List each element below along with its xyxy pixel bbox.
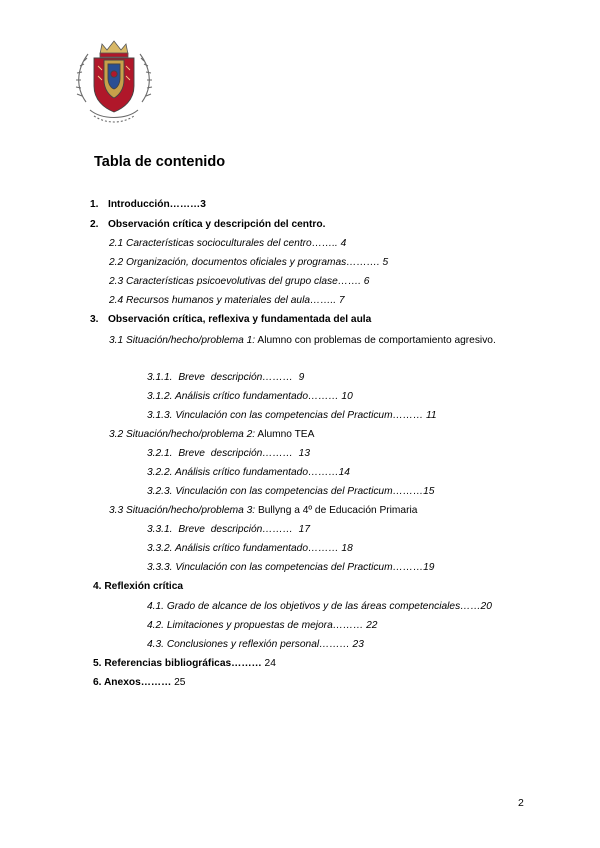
- toc-entry-3-1[interactable]: [109, 332, 525, 350]
- toc-label: 3.1 Situación/hecho/problema 1:: [109, 335, 256, 346]
- toc-number: 3.: [90, 314, 99, 325]
- toc-entry-3-1-3[interactable]: 3.1.3. Vinculación con las competencias del Practicum……… 11: [147, 410, 437, 421]
- toc-label: 3.2 Situación/hecho/problema 2:: [109, 429, 256, 440]
- toc-entry-2-2[interactable]: 2.2 Organización, documentos oficiales y programas………. 5: [109, 257, 389, 268]
- toc-text: Observación crítica y descripción del centro.: [108, 219, 326, 230]
- toc-entry-3-2-2[interactable]: 3.2.2. Análisis crítico fundamentado………14: [147, 467, 350, 478]
- toc-entry-3-2-1[interactable]: 3.2.1. Breve descripción……… 13: [147, 448, 311, 459]
- toc-entry-3-3-3[interactable]: 3.3.3. Vinculación con las competencias del Practicum………19: [147, 562, 435, 573]
- toc-label: 3.3 Situación/hecho/problema 3:: [109, 505, 256, 516]
- toc-text: 5. Referencias bibliográficas………: [93, 658, 262, 669]
- toc-number: 2.: [90, 219, 99, 230]
- toc-entry-5[interactable]: [93, 657, 276, 670]
- toc-entry-3-2-3[interactable]: 3.2.3. Vinculación con las competencias del Practicum………15: [147, 486, 435, 497]
- toc-entry-4-1[interactable]: 4.1. Grado de alcance de los objetivos y de las áreas competenciales……20: [147, 601, 492, 612]
- toc-entry-3-1-2[interactable]: 3.1.2. Análisis crítico fundamentado……… 10: [147, 391, 353, 402]
- toc-entry-2-1[interactable]: 2.1 Características socioculturales del centro…….. 4: [109, 238, 347, 249]
- toc-text: Observación crítica, reflexiva y fundamentada del aula: [108, 314, 372, 325]
- toc-entry-3-3-2[interactable]: 3.3.2. Análisis crítico fundamentado……… 18: [147, 543, 353, 554]
- toc-page: 24: [261, 658, 276, 669]
- toc-entry-3[interactable]: [90, 313, 371, 326]
- toc-entry-1[interactable]: [90, 198, 206, 211]
- toc-entry-3-3-1[interactable]: 3.3.1. Breve descripción……… 17: [147, 524, 311, 535]
- page-number: 2: [518, 797, 524, 809]
- toc-page: 25: [171, 677, 186, 688]
- toc-entry-2[interactable]: [90, 218, 325, 231]
- toc-text: Alumno TEA: [255, 429, 315, 440]
- toc-entry-6[interactable]: [93, 676, 185, 689]
- toc-number: 1.: [90, 199, 99, 210]
- toc-entry-2-3[interactable]: 2.3 Características psicoevolutivas del grupo clase……. 6: [109, 276, 370, 287]
- toc-entry-3-1-1[interactable]: 3.1.1. Breve descripción……… 9: [147, 372, 305, 383]
- toc-entry-4-2[interactable]: 4.2. Limitaciones y propuestas de mejora……… 22: [147, 620, 378, 631]
- toc-entry-4[interactable]: 4. Reflexión crítica: [93, 581, 184, 592]
- toc-entry-3-2[interactable]: [109, 428, 314, 441]
- toc-text: 6. Anexos………: [93, 677, 172, 688]
- university-crest-logo: [72, 36, 156, 126]
- toc-entry-3-3[interactable]: [109, 504, 417, 517]
- toc-entry-4-3[interactable]: 4.3. Conclusiones y reflexión personal……… 23: [147, 639, 364, 650]
- page-title: Tabla de contenido: [94, 154, 226, 170]
- toc-text: Introducción………3: [108, 199, 206, 210]
- toc-entry-2-4[interactable]: 2.4 Recursos humanos y materiales del aula…….. 7: [109, 295, 345, 306]
- toc-text: Alumno con problemas de comportamiento agresivo.: [255, 335, 496, 346]
- toc-text: Bullyng a 4º de Educación Primaria: [255, 505, 418, 516]
